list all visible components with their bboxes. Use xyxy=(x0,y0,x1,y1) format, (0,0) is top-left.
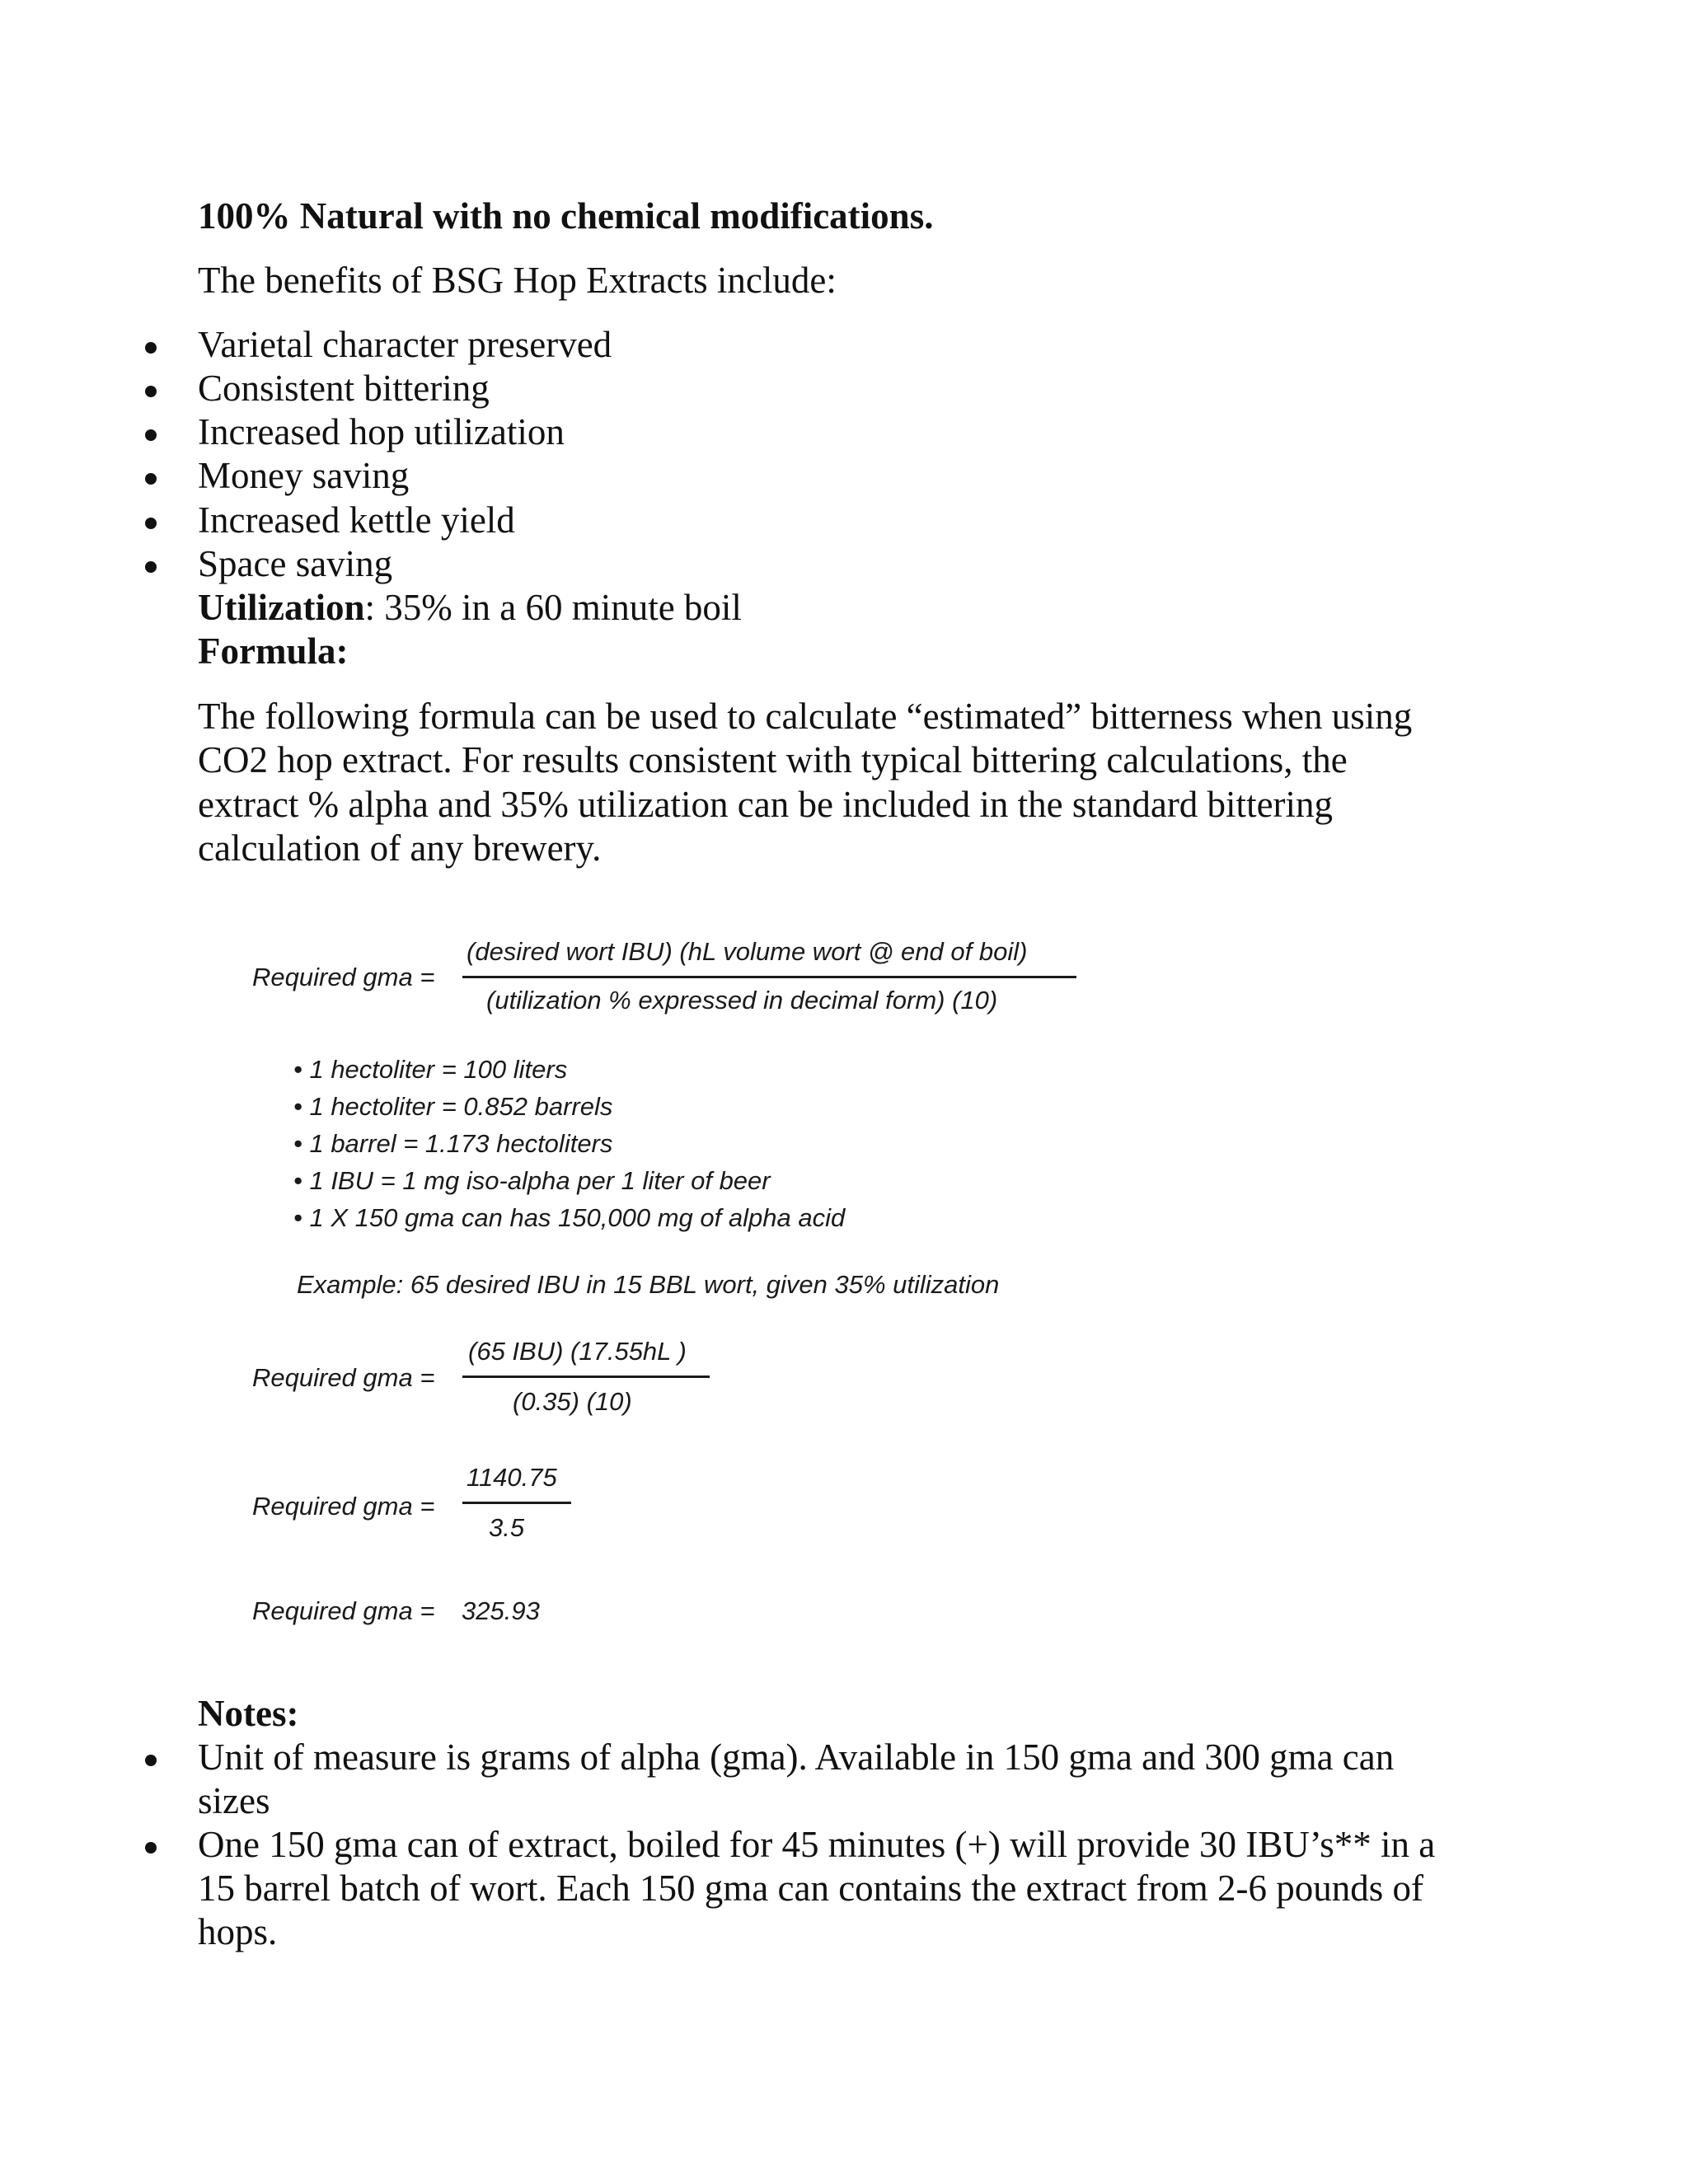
utilization-line xyxy=(198,586,742,630)
conversion-item: • 1 hectoliter = 0.852 barrels xyxy=(293,1092,613,1121)
page-heading: 100% Natural with no chemical modifications. xyxy=(198,195,934,237)
list-item: Varietal character preserved xyxy=(198,324,612,365)
bullet-icon xyxy=(145,561,157,573)
benefits-intro: The benefits of BSG Hop Extracts include: xyxy=(198,260,837,301)
bullet-icon xyxy=(145,429,157,441)
step1-denominator: (0.35) (10) xyxy=(513,1387,632,1416)
fraction-bar xyxy=(462,1376,710,1378)
note-line: 15 barrel batch of wort. Each 150 gma can contains the extract from 2-6 pounds of xyxy=(198,1868,1423,1909)
step1-numerator: (65 IBU) (17.55hL ) xyxy=(468,1337,687,1366)
notes-heading: Notes: xyxy=(198,1693,299,1734)
fraction-bar xyxy=(462,976,1076,978)
bullet-icon xyxy=(145,1755,157,1766)
step2-numerator: 1140.75 xyxy=(467,1463,557,1492)
conversion-item: • 1 X 150 gma can has 150,000 mg of alpha acid xyxy=(293,1203,846,1232)
utilization-label: Utilization xyxy=(198,587,365,628)
required-gma-label: Required gma = xyxy=(252,963,435,991)
utilization-text: : 35% in a 60 minute boil xyxy=(364,587,742,628)
result-value: 325.93 xyxy=(462,1596,540,1625)
bullet-icon xyxy=(145,473,157,485)
list-item: Space saving xyxy=(198,543,393,584)
bullet-icon xyxy=(145,386,157,397)
required-gma-label: Required gma = xyxy=(252,1492,435,1521)
paragraph-line: extract % alpha and 35% utilization can be included in the standard bittering xyxy=(198,784,1334,825)
note-line: hops. xyxy=(198,1911,278,1952)
required-gma-label: Required gma = xyxy=(252,1363,435,1392)
fraction-bar xyxy=(462,1502,571,1504)
list-item: Money saving xyxy=(198,455,410,496)
note-line: Unit of measure is grams of alpha (gma). Available in 150 gma and 300 gma can xyxy=(198,1736,1395,1778)
step2-denominator: 3.5 xyxy=(489,1513,525,1542)
conversion-item: • 1 barrel = 1.173 hectoliters xyxy=(293,1129,613,1158)
bullet-icon xyxy=(145,1842,157,1854)
main-numerator: (desired wort IBU) (hL volume wort @ end of boil) xyxy=(467,937,1028,966)
list-item: Increased kettle yield xyxy=(198,499,515,541)
formula-heading: Formula: xyxy=(198,630,349,672)
result-label: Required gma = xyxy=(252,1596,435,1625)
note-line: One 150 gma can of extract, boiled for 45 minutes (+) will provide 30 IBU’s** in a xyxy=(198,1824,1436,1865)
bullet-icon xyxy=(145,518,157,529)
example-text: Example: 65 desired IBU in 15 BBL wort, given 35% utilization xyxy=(297,1270,1000,1299)
list-item: Increased hop utilization xyxy=(198,411,565,452)
paragraph-line: CO2 hop extract. For results consistent with typical bittering calculations, the xyxy=(198,739,1348,780)
conversion-item: • 1 IBU = 1 mg iso-alpha per 1 liter of beer xyxy=(293,1166,771,1195)
bullet-icon xyxy=(145,342,157,354)
list-item: Consistent bittering xyxy=(198,368,490,409)
paragraph-line: calculation of any brewery. xyxy=(198,827,602,869)
note-line: sizes xyxy=(198,1780,270,1821)
paragraph-line: The following formula can be used to calculate “estimated” bitterness when using xyxy=(198,696,1413,737)
conversion-item: • 1 hectoliter = 100 liters xyxy=(293,1055,568,1084)
main-denominator: (utilization % expressed in decimal form) (10) xyxy=(486,986,998,1015)
